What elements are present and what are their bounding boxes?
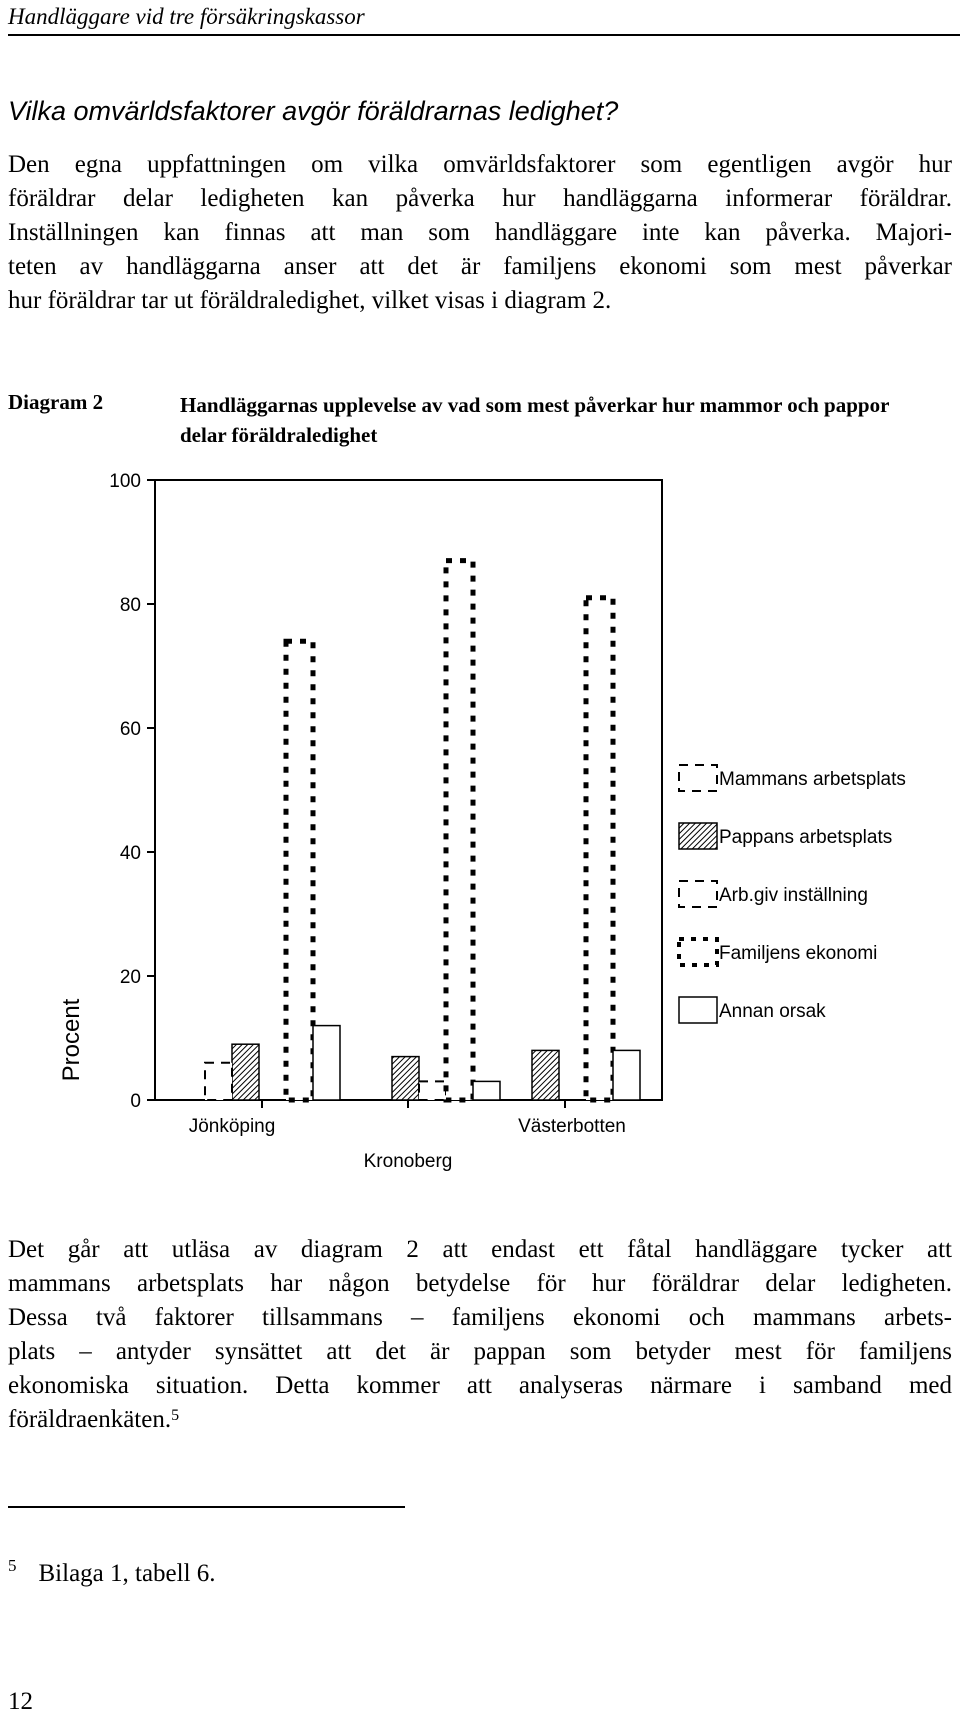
- paragraph-line: ekonomiska situation. Detta kommer att analyseras närmare i samband med: [8, 1372, 952, 1399]
- y-tick-label: 0: [130, 1091, 141, 1112]
- legend-swatch: [679, 881, 717, 907]
- legend-label: Pappans arbetsplats: [719, 827, 893, 848]
- bar: [586, 598, 613, 1100]
- bar: [205, 1063, 232, 1100]
- y-tick-label: 80: [119, 595, 141, 616]
- paragraph-line: Det går att utläsa av diagram 2 att endast ett fåtal handläggare tycker att: [8, 1236, 952, 1263]
- bar: [232, 1044, 259, 1100]
- footnote-text: Bilaga 1, tabell 6.: [38, 1560, 216, 1587]
- y-tick-label: 100: [109, 471, 141, 492]
- legend-label: Annan orsak: [719, 1001, 826, 1022]
- header-rule: [8, 34, 960, 36]
- legend-label: Arb.giv inställning: [719, 885, 868, 906]
- bar: [473, 1081, 500, 1100]
- x-tick-label: Jönköping: [188, 1116, 276, 1137]
- paragraph-line-text: föräldraenkäten.: [8, 1406, 172, 1433]
- y-tick-label: 40: [119, 843, 141, 864]
- legend-swatch: [679, 823, 717, 849]
- running-header: Handläggare vid tre försäkringskassor: [8, 4, 365, 29]
- paragraph-line: teten av handläggarna anser att det är familjens ekonomi som mest påverkar: [8, 253, 952, 280]
- footnote-mark: 5: [8, 1556, 17, 1575]
- legend-swatch: [679, 997, 717, 1023]
- bar: [286, 641, 313, 1100]
- footnote-reference[interactable]: 5: [171, 1407, 180, 1424]
- y-tick-label: 20: [119, 967, 141, 988]
- footnote-rule: [8, 1506, 405, 1508]
- paragraph-line: mammans arbetsplats har någon betydelse för hur föräldrar delar ledigheten.: [8, 1270, 952, 1297]
- paragraph-line: Den egna uppfattningen om vilka omvärldsfaktorer som egentligen avgör hur: [8, 151, 952, 178]
- y-axis-label: Procent: [58, 998, 85, 1082]
- legend-swatch: [679, 939, 717, 965]
- paragraph-2: [8, 1233, 952, 1437]
- paragraph-line: plats – antyder synsättet att det är pappan som betyder mest för familjens: [8, 1338, 952, 1365]
- footnote: [8, 1556, 216, 1588]
- paragraph-line: [8, 1403, 952, 1437]
- bar: [392, 1057, 419, 1100]
- bar: [532, 1050, 559, 1100]
- paragraph-line: hur föräldrar tar ut föräldraledighet, vilket visas i diagram 2.: [8, 287, 612, 314]
- paragraph-line: Dessa två faktorer tillsammans – familjens ekonomi och mammans arbets-: [8, 1304, 952, 1331]
- diagram-caption: Handläggarnas upplevelse av vad som mest påverkar hur mammor och pappor delar föräldraledighet: [180, 393, 890, 447]
- bar-chart: [0, 460, 960, 1180]
- bar: [313, 1026, 340, 1100]
- legend-label: Mammans arbetsplats: [719, 769, 906, 790]
- section-heading: Vilka omvärldsfaktorer avgör föräldrarnas ledighet?: [8, 96, 619, 126]
- bar: [419, 1081, 446, 1100]
- legend-label: Familjens ekonomi: [719, 943, 878, 964]
- legend-swatch: [679, 765, 717, 791]
- x-tick-label: Västerbotten: [518, 1116, 626, 1137]
- paragraph-line: Inställningen kan finnas att man som handläggare inte kan påverka. Majori-: [8, 219, 952, 246]
- page-number: 12: [8, 1688, 33, 1715]
- paragraph-line: föräldrar delar ledigheten kan påverka hur handläggarna informerar föräldrar.: [8, 185, 952, 212]
- bar: [446, 561, 473, 1100]
- diagram-label: Diagram 2: [8, 390, 104, 414]
- bar: [613, 1050, 640, 1100]
- x-tick-label: Kronoberg: [363, 1151, 453, 1172]
- paragraph-1: [8, 148, 952, 318]
- y-tick-label: 60: [119, 719, 141, 740]
